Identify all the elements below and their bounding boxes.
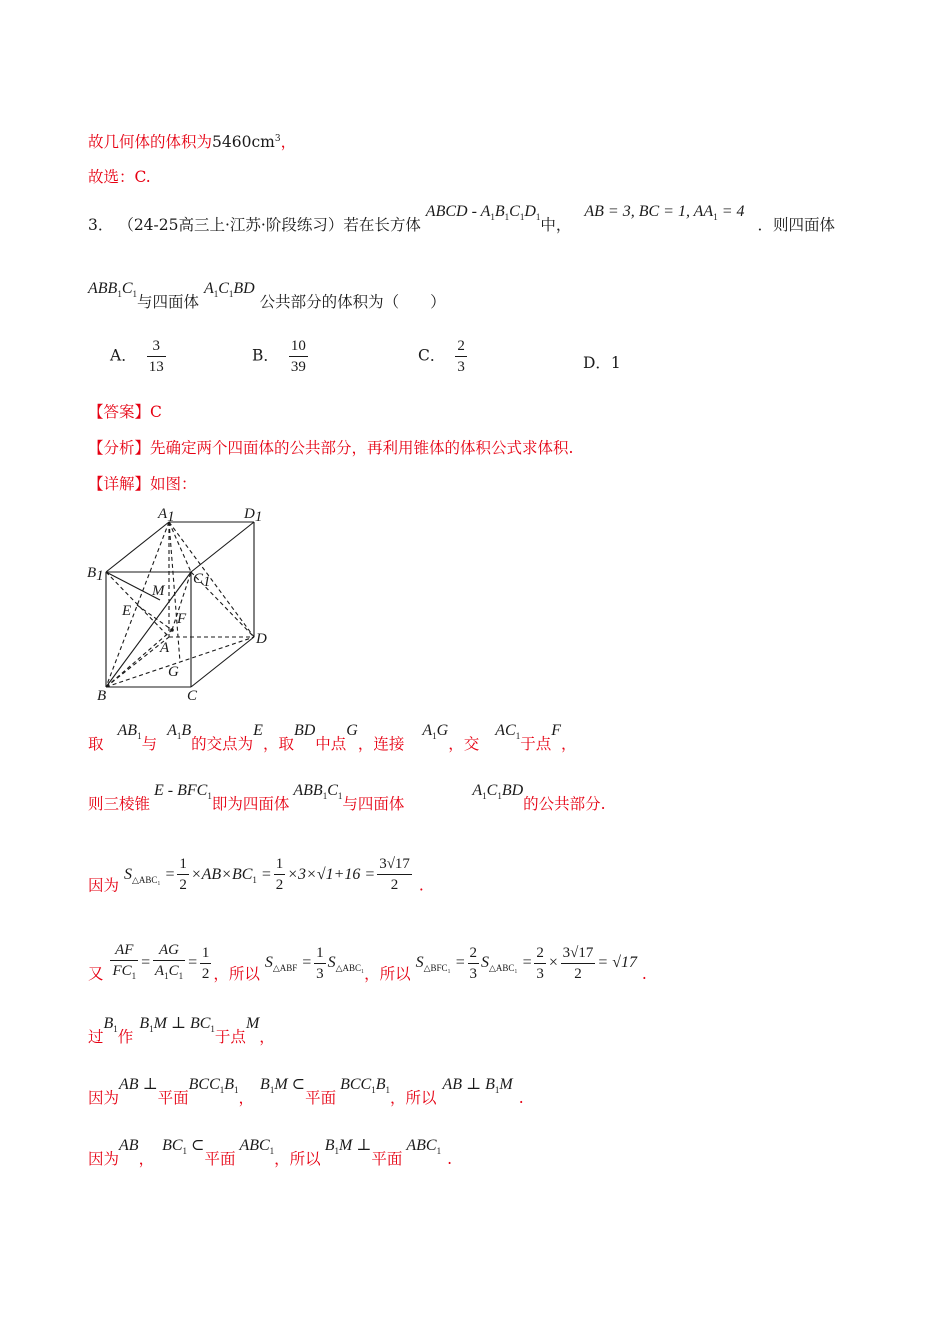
step-7: 因为AB，$BC_1$ ⊂平面$ABC_1$，所以$B_1M$ ⊥平面$ABC_1$ .	[88, 1137, 453, 1168]
label-d1: D1	[244, 506, 263, 525]
label-g: G	[168, 664, 179, 680]
math-abb1c1: $ABB_1C_1$	[88, 280, 137, 300]
step-3: 因为 $S_{\triangle ABC_1}$ = $\frac{1}{2}$ $\times AB\times BC_1$ = $\frac{1}{2}$ ×3×√1+16 = $\frac{3√17}{2}$ .	[88, 856, 424, 895]
math-cuboid: ABCD - $A_1B_1C_1D_1$	[425, 203, 541, 223]
step-6: 因为AB ⊥平面$BCC_1B_1$，$B_1M$ ⊂平面$BCC_1B_1$，所以AB ⊥ $B_1M$.	[88, 1076, 524, 1107]
analysis-line: 【分析】先确定两个四面体的公共部分，再利用锥体的体积公式求体积.	[88, 439, 574, 457]
label-b: B	[97, 688, 107, 704]
label-c1: C1	[193, 571, 211, 590]
step-4: 又 $\frac{AF}{FC_1}$ = $\frac{AG}{A_1C_1}$ = $\frac{1}{2}$ ，所以 $S_{\triangle ABF}$ = $\frac{1}{3}$ $S_{\triangle ABC_1}$，所以 $S_{\triangle BFC_1}$ = $\frac{2}{3}$ $S_{\triangle ABC_1}$ = $\frac{2}{3}$ × $\frac{3√17}{2}$ = √17 .	[88, 942, 647, 983]
volume-text: 故几何体的体积为	[88, 133, 213, 151]
step-1: 取$AB_1$与$A_1B$的交点为E，取BD中点G，连接$A_1G$，交$AC_1$于点F，	[88, 722, 577, 753]
choose-line: 故选：C.	[88, 168, 151, 186]
question-line-2: $ABB_1C_1$与四面体 $A_1C_1BD$ 公共部分的体积为（ ）	[88, 280, 446, 311]
option-a[interactable]: A． $\frac{3}{13}$	[110, 338, 164, 375]
step-5: 过$B_1$作$B_1M$ ⊥ $BC_1$于点M，	[88, 1015, 275, 1046]
label-e: E	[122, 603, 132, 619]
option-c[interactable]: C． $\frac{2}{3}$	[418, 338, 465, 375]
volume-value: $5460cm^3$	[212, 133, 281, 151]
label-c: C	[187, 688, 198, 704]
label-a1: A1	[158, 506, 175, 525]
point-f	[170, 628, 174, 632]
answer-line: 【答案】C	[88, 403, 162, 421]
math-a1c1bd: $A_1C_1BD$	[203, 280, 255, 300]
edge-b1a1	[106, 522, 169, 572]
label-d: D	[256, 631, 267, 647]
edge-b1a	[106, 572, 169, 637]
label-f: F	[177, 611, 187, 627]
math-given: AB = 3, BC = 1, $AA_1 = 4$	[584, 203, 745, 223]
option-d[interactable]: D．1	[583, 354, 621, 372]
volume-line: 故几何体的体积为$5460cm^3$，	[88, 133, 297, 151]
edge-bf	[106, 630, 172, 687]
edge-cd	[191, 637, 254, 687]
cuboid-figure	[84, 500, 284, 705]
detail-line: 【详解】如图：	[88, 475, 197, 493]
label-m: M	[152, 583, 165, 599]
label-b1: B1	[87, 565, 104, 584]
label-a: A	[160, 640, 170, 656]
step-2: 则三棱锥E - $BFC_1$即为四面体$ABB_1C_1$与四面体$A_1C_1BD$的公共部分.	[88, 782, 606, 813]
option-b[interactable]: B． $\frac{10}{39}$	[252, 338, 306, 375]
question-line-1: 3． （24-25高三上·江苏·阶段练习）若在长方体 ABCD - $A_1B_1C_1D_1$中， AB = 3, BC = 1, $AA_1 = 4$ ．则四面体	[88, 203, 835, 234]
